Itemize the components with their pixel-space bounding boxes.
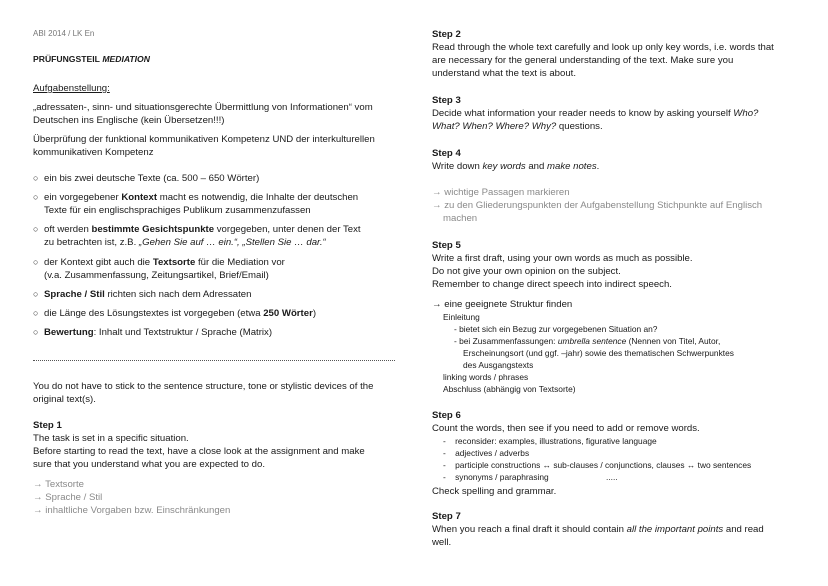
step1-heading: Step 1	[33, 420, 62, 431]
step1-arrow-1: → Textsorte	[33, 479, 85, 490]
structure-item-2: - bei Zusammenfassungen: umbrella sentence (Nennen von Titel, Autor,	[454, 336, 721, 346]
list-item: ○ ein vorgegebener Kontext macht es notwendig, die Inhalte der deutschen Texte für ein englischsprachiges Publikum zusammenzufassen	[33, 192, 359, 216]
step3-heading: Step 3	[432, 95, 461, 106]
title-emphasis: MEDIATION	[102, 54, 150, 64]
structure-item-2-cont: Erscheinungsort (und ggf. –jahr) sowie des thematischen Schwerpunktes	[463, 348, 734, 358]
list-item: - participle constructions ↔ sub-clauses / conjunctions, clauses ↔ two sentences	[443, 460, 752, 470]
structure-linking: linking words / phrases	[443, 372, 529, 382]
circle-bullet-icon: ○	[33, 257, 39, 267]
step4-arrow-2: → zu den Gliederungspunkten der Aufgabenstellung Stichpunkte auf Englisch	[432, 200, 763, 211]
step5-line-3: Remember to change direct speech into indirect speech.	[432, 279, 672, 290]
structure-einleitung: Einleitung	[443, 312, 480, 322]
step5-line-2: Do not give your own opinion on the subject.	[432, 266, 621, 277]
circle-bullet-icon: ○	[33, 224, 39, 234]
step7-heading: Step 7	[432, 511, 461, 522]
step6-heading: Step 6	[432, 410, 461, 421]
step3-line-2: What? When? Where? Why? questions.	[432, 121, 603, 132]
list-item: - synonyms / paraphrasing	[443, 472, 549, 482]
step3-line-1: Decide what information your reader needs to know by asking yourself Who?	[432, 108, 759, 119]
step1-line-1: The task is set in a specific situation.	[33, 433, 189, 444]
step1-line-3: sure that you understand what you are expected to do.	[33, 459, 266, 470]
step7-line-2: well.	[432, 537, 452, 548]
structure-item-2-cont2: des Ausgangstexts	[463, 360, 534, 370]
step2-line-2: are necessary for the general understanding of the text. Make sure you	[432, 55, 734, 66]
step1-line-2: Before starting to read the text, have a close look at the assignment and make	[33, 446, 365, 457]
step4-line: Write down key words and make notes.	[432, 161, 600, 172]
step1-arrow-3: → inhaltliche Vorgaben bzw. Einschränkungen	[33, 505, 231, 516]
task-line-1: „adressaten-, sinn- und situationsgerechte Übermittlung von Informationen“ vom	[33, 102, 373, 113]
step4-arrow-1: → wichtige Passagen markieren	[432, 187, 570, 198]
title-prefix: PRÜFUNGSTEIL	[33, 54, 100, 64]
check-line-2: kommunikativen Kompetenz	[33, 147, 154, 158]
dotted-divider	[33, 360, 395, 361]
step4-arrow-2-cont: machen	[443, 213, 478, 224]
list-item: ○ die Länge des Lösungstextes ist vorgegeben (etwa 250 Wörter)	[33, 308, 317, 319]
step5-heading: Step 5	[432, 240, 461, 251]
step4-heading: Step 4	[432, 148, 461, 159]
structure-abschluss: Abschluss (abhängig von Textsorte)	[443, 384, 576, 394]
list-item: ○ der Kontext gibt auch die Textsorte für die Mediation vor (v.a. Zusammenfassung, Zeitungsartikel, Brief/Email)	[33, 257, 285, 281]
circle-bullet-icon: ○	[33, 192, 39, 202]
step1-arrow-2: → Sprache / Stil	[33, 492, 103, 503]
list-item: ○ Sprache / Stil richten sich nach dem Adressaten	[33, 289, 252, 300]
step2-line-3: understand what the text is about.	[432, 68, 576, 79]
circle-bullet-icon: ○	[33, 289, 39, 299]
list-item: ○ oft werden bestimmte Gesichtspunkte vorgegeben, unter denen der Text zu betrachten ist, z.B. „Gehen Sie auf … ein.“, „Stellen Sie … dar.“	[33, 224, 361, 248]
intro-line-2: original text(s).	[33, 394, 96, 405]
structure-item-1: - bietet sich ein Bezug zur vorgegebenen Situation an?	[454, 324, 658, 334]
step7-line-1: When you reach a final draft it should contain all the important points and read	[432, 524, 764, 535]
step6-line: Count the words, then see if you need to add or remove words.	[432, 423, 700, 434]
document-header: ABI 2014 / LK En	[33, 29, 95, 38]
step2-heading: Step 2	[432, 29, 461, 40]
structure-arrow: → eine geeignete Struktur finden	[432, 299, 573, 310]
step5-line-1: Write a first draft, using your own words as much as possible.	[432, 253, 693, 264]
circle-bullet-icon: ○	[33, 173, 39, 183]
task-heading: Aufgabenstellung:	[33, 83, 110, 94]
list-item: - adjectives / adverbs	[443, 448, 530, 458]
task-line-2: Deutschen ins Englische (kein Übersetzen!!!)	[33, 115, 225, 126]
list-item: ○ Bewertung: Inhalt und Textstruktur / Sprache (Matrix)	[33, 327, 273, 338]
step6-dots: .....	[606, 472, 618, 482]
page-title	[33, 53, 150, 66]
step2-line-1: Read through the whole text carefully and look up only key words, i.e. words that	[432, 42, 774, 53]
circle-bullet-icon: ○	[33, 308, 39, 318]
step6-check: Check spelling and grammar.	[432, 486, 557, 497]
intro-line-1: You do not have to stick to the sentence structure, tone or stylistic devices of the	[33, 381, 374, 392]
list-item: ○ ein bis zwei deutsche Texte (ca. 500 – 650 Wörter)	[33, 173, 260, 184]
list-item: - reconsider: examples, illustrations, figurative language	[443, 436, 657, 446]
circle-bullet-icon: ○	[33, 327, 39, 337]
check-line-1: Überprüfung der funktional kommunikativen Kompetenz UND der interkulturellen	[33, 134, 375, 145]
